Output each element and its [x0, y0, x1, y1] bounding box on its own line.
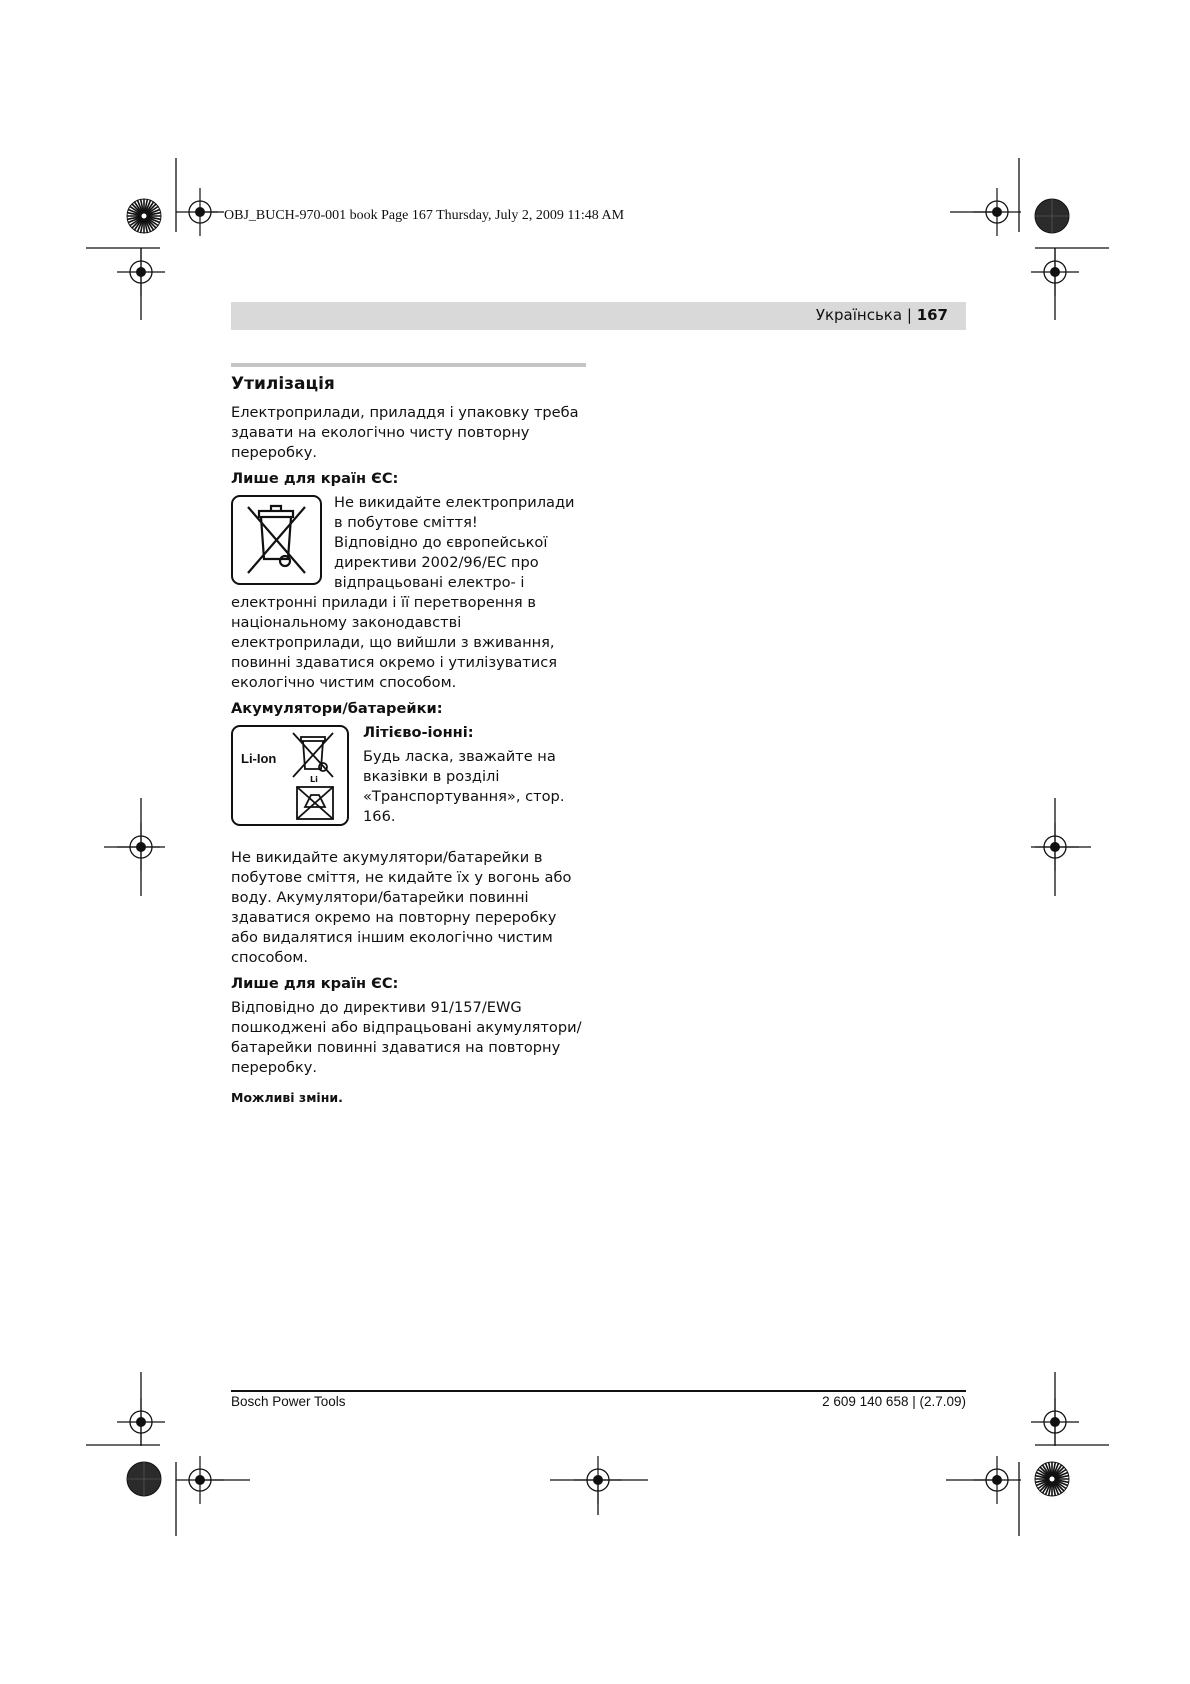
footer-rule [231, 1390, 966, 1392]
header-page-number: 167 [916, 306, 948, 324]
print-slug: OBJ_BUCH-970-001 book Page 167 Thursday, July 2, 2009 11:48 AM [224, 208, 625, 223]
footer-doc-number: 2 609 140 658 | (2.7.09) [822, 1394, 966, 1409]
weee-warning: Не викидайте електроприлади в побутове сміття! [334, 494, 575, 531]
header-text [816, 306, 948, 324]
liion-symbol [231, 725, 349, 826]
disposal-section [231, 363, 586, 1112]
crossed-bin-icon [231, 495, 322, 585]
footer-brand: Bosch Power Tools [231, 1394, 346, 1409]
weee-directive: Відповідно до європейської директиви 2002/96/EC про відпрацьовані електро- і електронні прилади і її перетворення в національному законодавстві електроприлади, що вийшли з вживання, повинні здаватися окремо і утилізуватися екологічно чистим способом. [231, 534, 558, 691]
header-language: Українська [815, 306, 903, 324]
batteries-paragraph: Не викидайте акумулятори/батарейки в побутове сміття, не кидайте їх у вогонь або воду. Акумулятори/батарейки повинні здаватися окремо на повторну переробку або видалятися іншим екологічно чистим способом. [231, 849, 572, 966]
crossed-bin-icon [289, 731, 347, 823]
header-separator: | [906, 306, 912, 324]
section-title: Утилізація [231, 374, 335, 394]
eu-only-heading: Лише для країн ЄС: [231, 470, 399, 487]
section-rule [231, 363, 586, 367]
running-header [231, 302, 966, 330]
liion-text: Будь ласка, зважайте на вказівки в розділі «Транспортування», стор. 166. [363, 748, 565, 825]
liion-sub-label: Li [310, 775, 318, 784]
eu-only-heading-2: Лише для країн ЄС: [231, 975, 399, 992]
liion-heading: Літієво-іонні: [363, 724, 474, 741]
changes-note: Можливі зміни. [231, 1090, 343, 1105]
liion-label: Li-Ion [241, 751, 277, 766]
directive-paragraph: Відповідно до директиви 91/157/EWG пошкоджені або відпрацьовані акумулятори/батарейки повинні здаватися на повторну переробку. [231, 999, 582, 1076]
batteries-heading: Акумулятори/батарейки: [231, 700, 443, 717]
intro-paragraph: Електроприлади, приладдя і упаковку треба здавати на екологічно чисту повторну переробку. [231, 404, 579, 461]
